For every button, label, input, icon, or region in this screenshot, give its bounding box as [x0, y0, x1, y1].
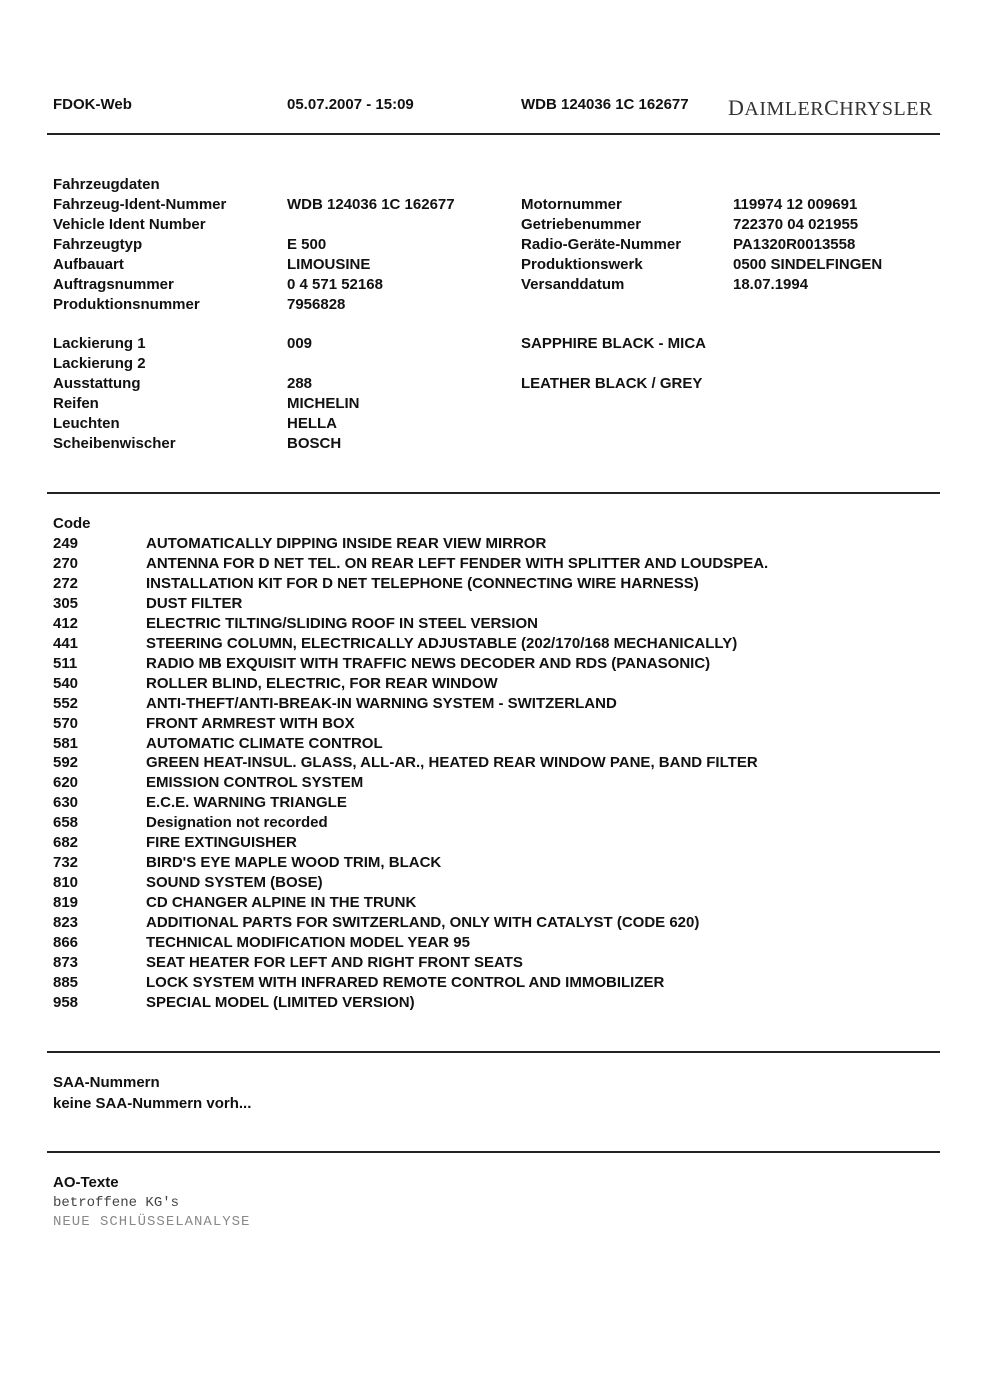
field-label: Fahrzeugtyp — [53, 235, 143, 253]
code-description: EMISSION CONTROL SYSTEM — [146, 774, 364, 792]
code-number: 819 — [53, 894, 79, 912]
field-value: 7956828 — [287, 295, 346, 313]
equipment-description: SAPPHIRE BLACK - MICA — [521, 335, 707, 352]
code-description: SPECIAL MODEL (LIMITED VERSION) — [146, 993, 415, 1011]
ao-line: NEUE SCHLÜSSELANALYSE — [53, 1214, 251, 1230]
equipment-label: Lackierung 1 — [53, 335, 146, 352]
code-description: SEAT HEATER FOR LEFT AND RIGHT FRONT SEATS — [146, 953, 523, 971]
code-description: E.C.E. WARNING TRIANGLE — [146, 794, 347, 812]
code-description: LOCK SYSTEM WITH INFRARED REMOTE CONTROL AND IMMOBILIZER — [146, 973, 665, 991]
header-divider — [47, 133, 940, 135]
code-description: STEERING COLUMN, ELECTRICALLY ADJUSTABLE (202/170/168 MECHANICALLY) — [146, 634, 738, 652]
field-label: Radio-Geräte-Nummer — [521, 235, 682, 253]
code-description: ELECTRIC TILTING/SLIDING ROOF IN STEEL VERSION — [146, 614, 538, 632]
field-label: Aufbauart — [53, 255, 124, 273]
code-number: 511 — [53, 654, 78, 672]
code-description: TECHNICAL MODIFICATION MODEL YEAR 95 — [146, 934, 470, 951]
field-label: Versanddatum — [521, 275, 625, 293]
equipment-label: Leuchten — [53, 414, 120, 432]
code-number: 732 — [53, 854, 79, 872]
field-value: 18.07.1994 — [733, 275, 809, 293]
code-number: 270 — [53, 554, 79, 572]
code-number: 823 — [53, 914, 79, 932]
code-description: ANTENNA FOR D NET TEL. ON REAR LEFT FENDER WITH SPLITTER AND LOUDSPEA. — [146, 554, 769, 572]
code-description: Designation not recorded — [146, 814, 328, 832]
code-number: 249 — [53, 535, 79, 552]
code-number: 620 — [53, 774, 79, 792]
field-value: 0500 SINDELFINGEN — [733, 255, 883, 273]
equipment-label: Scheibenwischer — [53, 434, 176, 452]
section-title-vehicle: Fahrzeugdaten — [53, 176, 160, 193]
equipment-label: Lackierung 2 — [53, 354, 146, 372]
field-label: Getriebenummer — [521, 215, 642, 233]
code-number: 581 — [53, 734, 79, 752]
code-description: RADIO MB EXQUISIT WITH TRAFFIC NEWS DECODER AND RDS (PANASONIC) — [146, 654, 711, 672]
code-description: SOUND SYSTEM (BOSE) — [146, 874, 323, 892]
ao-line: betroffene KG's — [53, 1195, 180, 1211]
field-label: Motornummer — [521, 196, 622, 213]
field-value: E 500 — [287, 235, 327, 253]
code-description: INSTALLATION KIT FOR D NET TELEPHONE (CONNECTING WIRE HARNESS) — [146, 574, 699, 592]
code-number: 305 — [53, 594, 79, 612]
code-number: 630 — [53, 794, 79, 812]
vehicle-divider — [47, 492, 940, 494]
equipment-value: 009 — [287, 335, 313, 352]
field-label: Fahrzeug-Ident-Nummer — [53, 196, 227, 213]
field-value: LIMOUSINE — [287, 255, 371, 273]
equipment-label: Ausstattung — [53, 374, 141, 392]
header-vin: WDB 124036 1C 162677 — [521, 96, 689, 113]
code-number: 441 — [53, 634, 79, 652]
saa-text: keine SAA-Nummern vorh... — [53, 1095, 252, 1112]
code-number: 540 — [53, 674, 79, 692]
code-number: 866 — [53, 934, 79, 951]
print-datetime: 05.07.2007 - 15:09 — [287, 96, 414, 113]
field-label: Vehicle Ident Number — [53, 215, 206, 233]
section-title-saa: SAA-Nummern — [53, 1074, 160, 1091]
daimlerchrysler-logo: DAIMLERCHRYSLER — [728, 95, 933, 120]
code-number: 658 — [53, 814, 79, 832]
code-number: 570 — [53, 714, 79, 732]
equipment-value: BOSCH — [287, 434, 342, 452]
code-number: 873 — [53, 953, 79, 971]
code-description: AUTOMATIC CLIMATE CONTROL — [146, 734, 383, 752]
code-description: ROLLER BLIND, ELECTRIC, FOR REAR WINDOW — [146, 674, 498, 692]
section-title-ao: AO-Texte — [53, 1174, 119, 1191]
code-description: ANTI-THEFT/ANTI-BREAK-IN WARNING SYSTEM - SWITZERLAND — [146, 694, 617, 712]
field-label: Auftragsnummer — [53, 275, 174, 293]
code-number: 958 — [53, 993, 79, 1011]
field-value: PA1320R0013558 — [733, 235, 856, 253]
field-label: Produktionsnummer — [53, 295, 200, 313]
equipment-value: MICHELIN — [287, 394, 360, 412]
code-description: ADDITIONAL PARTS FOR SWITZERLAND, ONLY WITH CATALYST (CODE 620) — [146, 914, 700, 932]
codes-divider — [47, 1051, 940, 1053]
code-number: 885 — [53, 973, 79, 991]
field-value: WDB 124036 1C 162677 — [287, 196, 455, 213]
section-title-code: Code — [53, 515, 91, 532]
code-description: FIRE EXTINGUISHER — [146, 834, 297, 852]
code-number: 682 — [53, 834, 79, 852]
code-description: GREEN HEAT-INSUL. GLASS, ALL-AR., HEATED REAR WINDOW PANE, BAND FILTER — [146, 754, 758, 772]
code-number: 552 — [53, 694, 79, 712]
code-number: 412 — [53, 614, 79, 632]
field-value: 119974 12 009691 — [733, 196, 858, 213]
code-description: CD CHANGER ALPINE IN THE TRUNK — [146, 894, 417, 912]
saa-divider — [47, 1151, 940, 1153]
code-description: FRONT ARMREST WITH BOX — [146, 714, 355, 732]
equipment-description: LEATHER BLACK / GREY — [521, 374, 703, 392]
code-description: DUST FILTER — [146, 594, 243, 612]
field-label: Produktionswerk — [521, 255, 643, 273]
code-description: AUTOMATICALLY DIPPING INSIDE REAR VIEW MIRROR — [146, 535, 547, 552]
field-value: 0 4 571 52168 — [287, 275, 383, 293]
app-name: FDOK-Web — [53, 96, 132, 113]
code-number: 272 — [53, 574, 79, 592]
equipment-value: HELLA — [287, 414, 337, 432]
code-description: BIRD'S EYE MAPLE WOOD TRIM, BLACK — [146, 854, 442, 872]
field-value: 722370 04 021955 — [733, 215, 859, 233]
code-number: 592 — [53, 754, 79, 772]
equipment-label: Reifen — [53, 394, 99, 412]
code-number: 810 — [53, 874, 79, 892]
equipment-value: 288 — [287, 374, 313, 392]
